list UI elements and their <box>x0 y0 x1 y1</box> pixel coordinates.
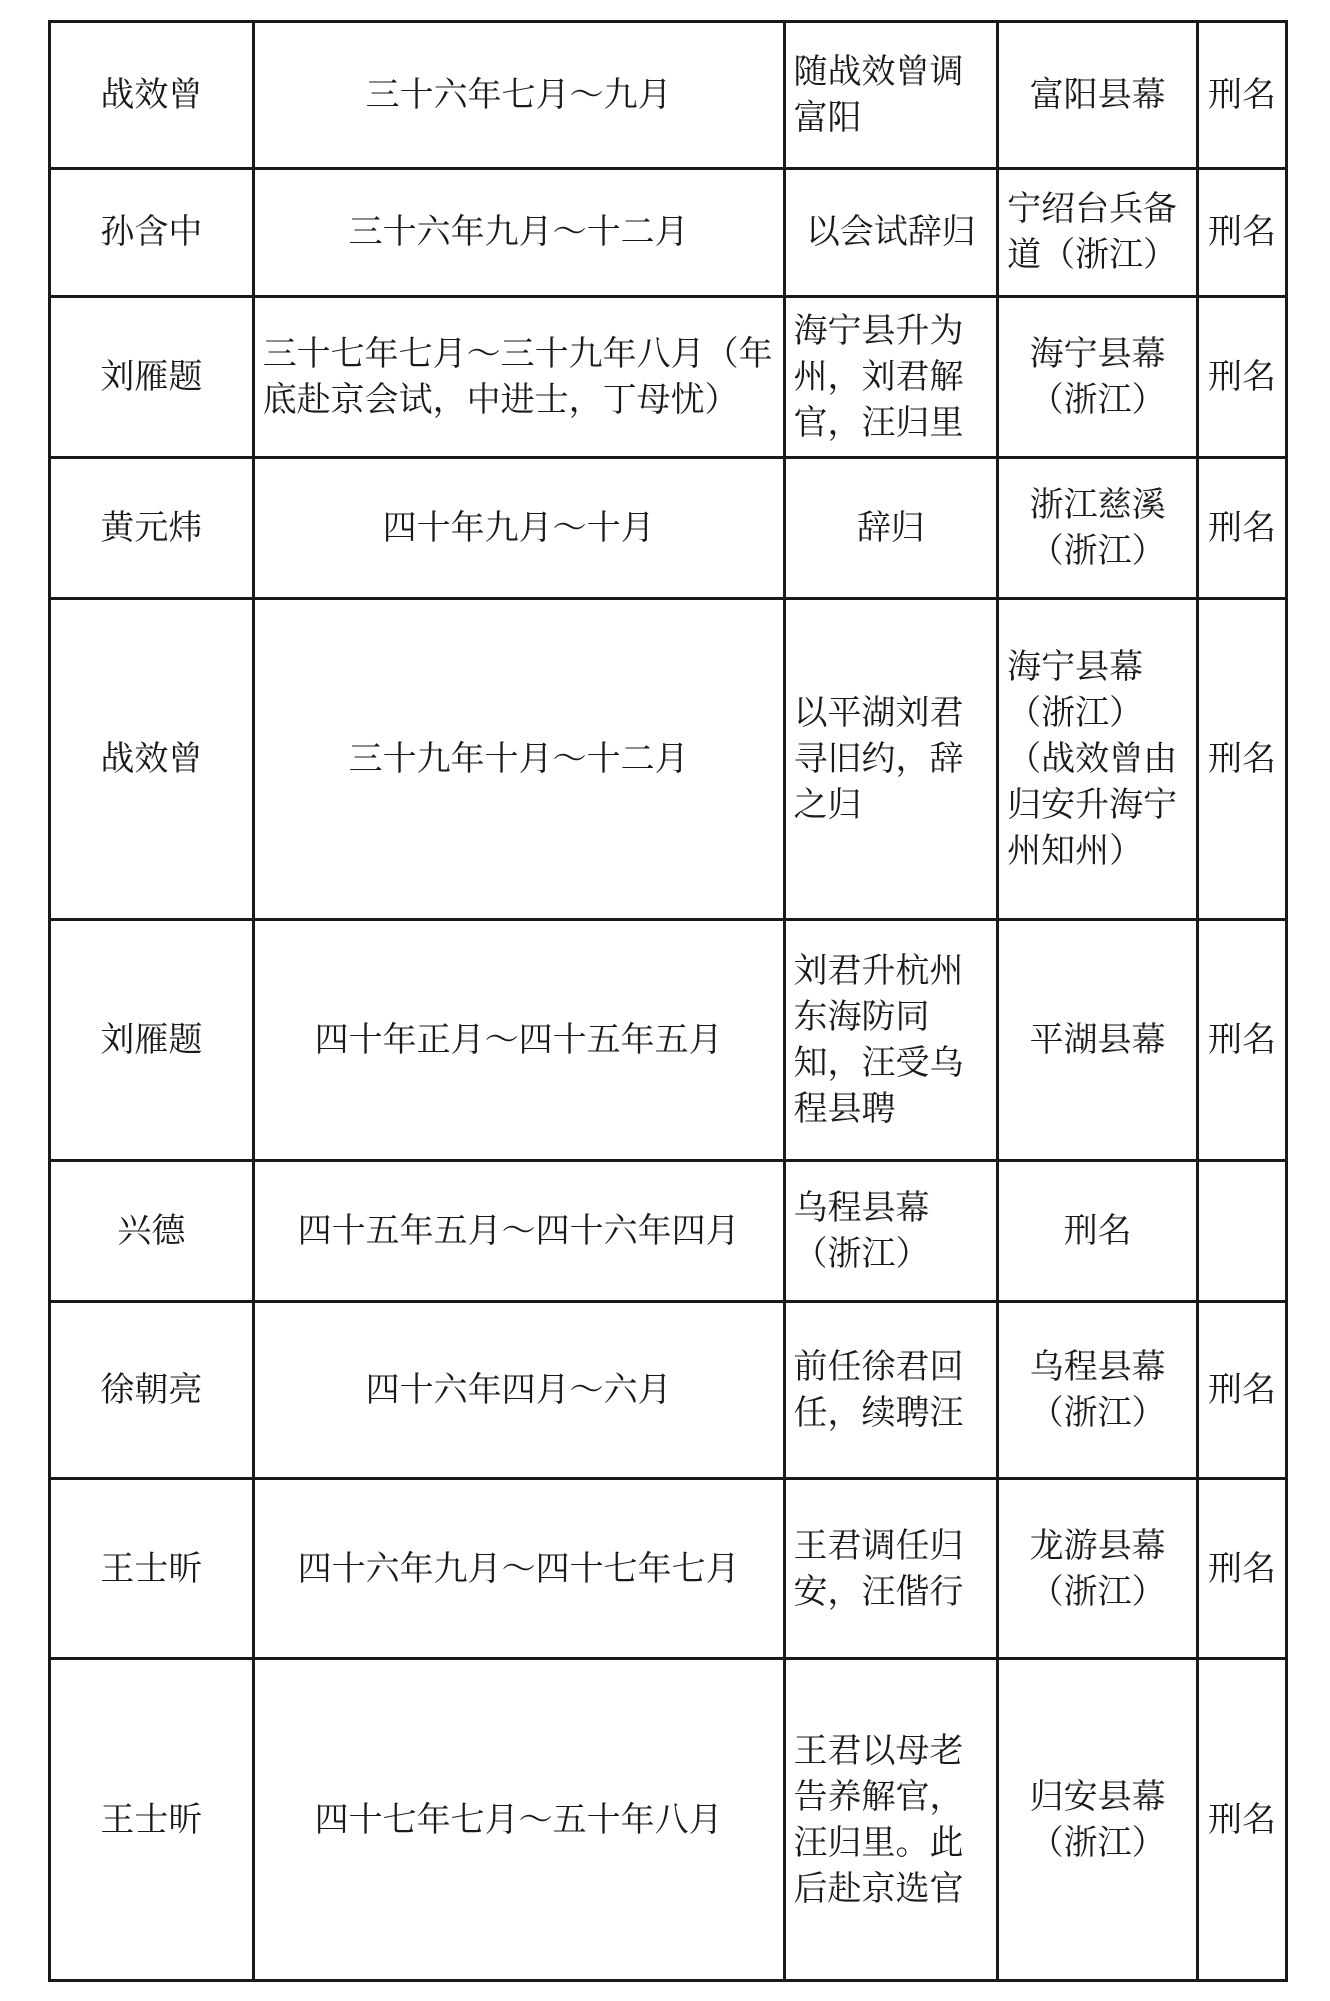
cell-place: 平湖县幕 <box>998 920 1198 1161</box>
cell-place: 浙江慈溪（浙江） <box>998 457 1198 598</box>
cell-name: 徐朝亮 <box>50 1302 254 1479</box>
cell-name: 战效曾 <box>50 22 254 169</box>
cell-name: 兴德 <box>50 1161 254 1302</box>
cell-note: 王君以母老告养解官，汪归里。此后赴京选官 <box>784 1659 998 1981</box>
table-row <box>50 1479 1287 1659</box>
cell-role: 刑名 <box>1198 1659 1287 1981</box>
table-row <box>50 920 1287 1161</box>
table-row <box>50 1659 1287 1981</box>
cell-role: 刑名 <box>1198 920 1287 1161</box>
cell-period: 四十年正月～四十五年五月 <box>253 920 784 1161</box>
cell-period: 三十六年七月～九月 <box>253 22 784 169</box>
cell-note: 前任徐君回任，续聘汪 <box>784 1302 998 1479</box>
table-row <box>50 169 1287 296</box>
cell-name: 黄元炜 <box>50 457 254 598</box>
cell-note: 海宁县升为州，刘君解官，汪归里 <box>784 296 998 457</box>
cell-name: 王士昕 <box>50 1479 254 1659</box>
cell-period: 四十五年五月～四十六年四月 <box>253 1161 784 1302</box>
record-table <box>48 20 1288 1982</box>
cell-place: 富阳县幕 <box>998 22 1198 169</box>
table-row <box>50 457 1287 598</box>
cell-note: 以平湖刘君寻旧约，辞之归 <box>784 598 998 920</box>
cell-role: 刑名 <box>1198 457 1287 598</box>
table-row <box>50 22 1287 169</box>
cell-place: 龙游县幕（浙江） <box>998 1479 1198 1659</box>
cell-role: 刑名 <box>1198 1302 1287 1479</box>
cell-place: 乌程县幕（浙江） <box>998 1302 1198 1479</box>
table-row <box>50 296 1287 457</box>
cell-name: 孙含中 <box>50 169 254 296</box>
cell-period: 四十七年七月～五十年八月 <box>253 1659 784 1981</box>
cell-note: 以会试辞归 <box>784 169 998 296</box>
cell-period: 四十六年四月～六月 <box>253 1302 784 1479</box>
cell-place: 海宁县幕（浙江）（战效曾由归安升海宁州知州） <box>998 598 1198 920</box>
cell-role: 刑名 <box>1198 22 1287 169</box>
cell-name: 王士昕 <box>50 1659 254 1981</box>
cell-place: 归安县幕（浙江） <box>998 1659 1198 1981</box>
cell-name: 刘雁题 <box>50 920 254 1161</box>
cell-role: 刑名 <box>1198 598 1287 920</box>
cell-period: 四十年九月～十月 <box>253 457 784 598</box>
table-row <box>50 1302 1287 1479</box>
cell-note: 随战效曾调富阳 <box>784 22 998 169</box>
table-row <box>50 1161 1287 1302</box>
cell-name: 战效曾 <box>50 598 254 920</box>
cell-period: 三十七年七月～三十九年八月（年底赴京会试，中进士，丁母忧） <box>253 296 784 457</box>
cell-note: 辞归 <box>784 457 998 598</box>
cell-period: 三十六年九月～十二月 <box>253 169 784 296</box>
cell-period: 三十九年十月～十二月 <box>253 598 784 920</box>
cell-place: 宁绍台兵备道（浙江） <box>998 169 1198 296</box>
cell-period: 四十六年九月～四十七年七月 <box>253 1479 784 1659</box>
cell-role <box>1198 1161 1287 1302</box>
cell-role: 刑名 <box>1198 296 1287 457</box>
cell-role: 刑名 <box>1198 1479 1287 1659</box>
cell-name: 刘雁题 <box>50 296 254 457</box>
cell-note: 刘君升杭州东海防同知，汪受乌程县聘 <box>784 920 998 1161</box>
table-row <box>50 598 1287 920</box>
cell-note: 王君调任归安，汪偕行 <box>784 1479 998 1659</box>
cell-note: 乌程县幕（浙江） <box>784 1161 998 1302</box>
cell-place: 刑名 <box>998 1161 1198 1302</box>
cell-role: 刑名 <box>1198 169 1287 296</box>
cell-place: 海宁县幕（浙江） <box>998 296 1198 457</box>
